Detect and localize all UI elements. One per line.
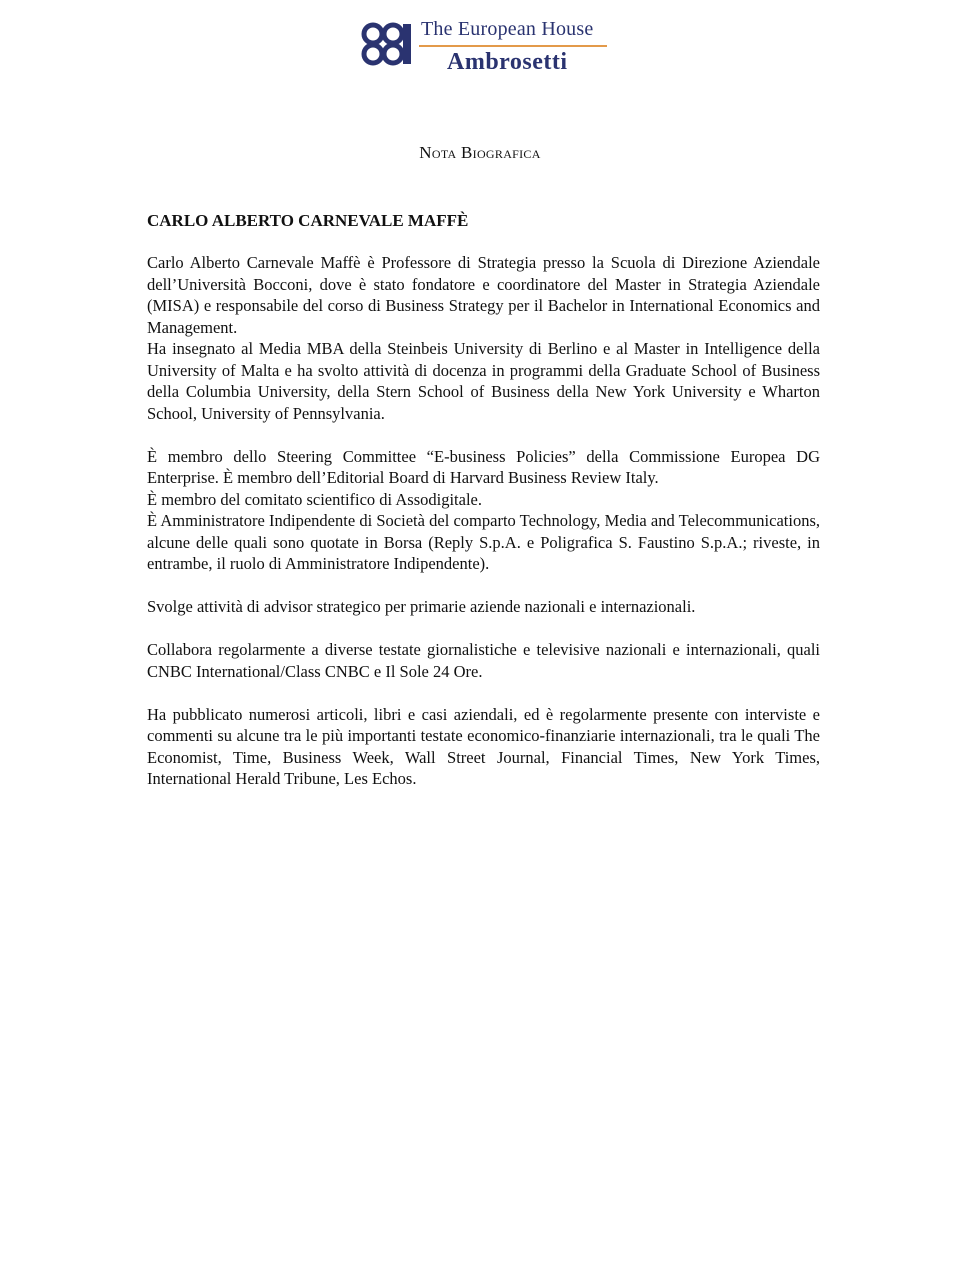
bio-paragraph bbox=[147, 639, 820, 682]
document-heading: Nota Biografica bbox=[419, 143, 541, 162]
company-logo bbox=[355, 16, 615, 76]
logo-divider bbox=[419, 45, 607, 47]
logo-line-2: Ambrosetti bbox=[447, 49, 568, 75]
bio-line: Svolge attività di advisor strategico per primarie aziende nazionali e internazionali. bbox=[147, 597, 696, 616]
bio-paragraph bbox=[147, 596, 820, 618]
bio-line: È Amministratore Indipendente di Società del comparto Technology, Media and Telecommunications, alcune delle quali sono quotate in Borsa (Reply S.p.A. e Poligrafica S. Faustino S.p.A.; riveste, in entrambe, il ruolo di Amministratore Indipendente). bbox=[147, 511, 820, 573]
person-name: CARLO ALBERTO CARNEVALE MAFFÈ bbox=[147, 211, 469, 230]
bio-line: Ha insegnato al Media MBA della Steinbeis University di Berlino e al Master in Intelligence della University of Malta e ha svolto attività di docenza in programmi della Graduate School of Business della Columbia University, della Stern School of Business della New York University e Wharton School, University of Pennsylvania. bbox=[147, 339, 820, 423]
biography-body bbox=[147, 210, 820, 811]
bio-paragraph bbox=[147, 446, 820, 575]
bio-line: Ha pubblicato numerosi articoli, libri e casi aziendali, ed è regolarmente presente con interviste e commenti su alcune tra le più importanti testate economico-finanziarie internazionali, tra le quali The Economist, Time, Business Week, Wall Street Journal, Financial Times, New York Times, International Herald Tribune, Les Echos. bbox=[147, 704, 820, 788]
bio-line: È membro del comitato scientifico di Assodigitale. bbox=[147, 489, 482, 509]
bio-line: Collabora regolarmente a diverse testate giornalistiche e televisive nazionali e internazionali, quali CNBC International/Class CNBC e Il Sole 24 Ore. bbox=[147, 640, 820, 681]
bio-paragraph bbox=[147, 252, 820, 424]
bio-paragraph bbox=[147, 704, 820, 790]
ambrosetti-logo-icon bbox=[359, 20, 415, 68]
logo-line-1: The European House bbox=[421, 18, 594, 40]
bio-line: È membro dello Steering Committee “E-business Policies” della Commissione Europea DG Enterprise. È membro dell’Editorial Board di Harvard Business Review Italy. bbox=[147, 446, 820, 487]
bio-line: Carlo Alberto Carnevale Maffè è Professore di Strategia presso la Scuola di Direzione Aziendale dell’Università Bocconi, dove è stato fondatore e coordinatore del Master in Strategia Aziendale (MISA) e responsabile del corso di Business Strategy per il Bachelor in International Economics and Management. bbox=[147, 253, 820, 337]
